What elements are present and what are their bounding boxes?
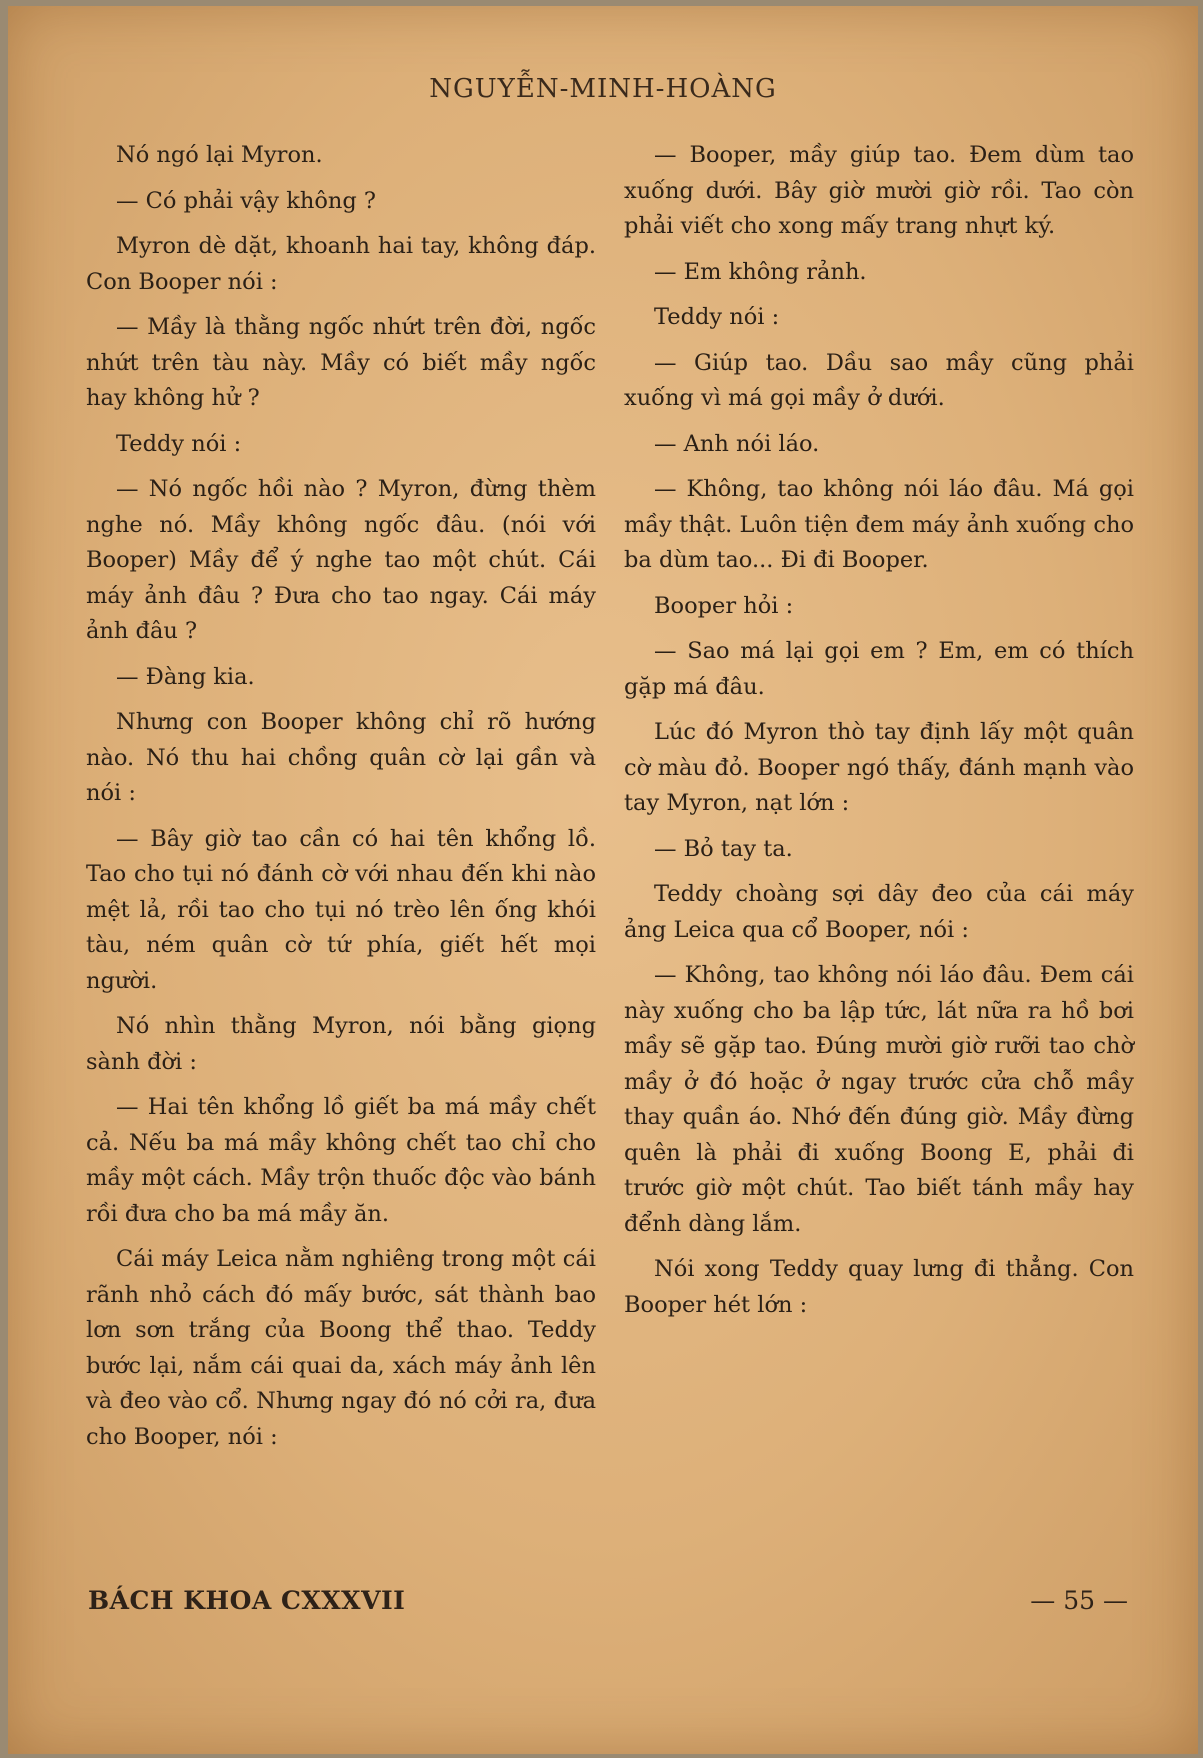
paragraph: Booper hỏi : xyxy=(654,592,794,619)
paragraph: — Không, tao không nói láo đâu. Đem cái này xuống cho ba lập tức, lát nữa ra hồ bơi mầy sẽ gặp tao. Đúng mười giờ rưỡi tao chờ mầy ở đó hoặc ở ngay trước cửa chỗ mầy thay quần áo. Nhớ đến đúng giờ. Mầy đừng quên là phải đi xuống Boong E, phải đi trước giờ một chút. Tao biết tánh mầy hay đểnh dàng lắm. xyxy=(624,962,1134,1237)
paragraph: — Mầy là thằng ngốc nhứt trên đời, ngốc nhứt trên tàu này. Mầy có biết mầy ngốc hay không hử ? xyxy=(86,314,596,411)
paragraph: Nó nhìn thằng Myron, nói bằng giọng sành đời : xyxy=(86,1013,596,1075)
paragraph: — Booper, mầy giúp tao. Đem dùm tao xuống dưới. Bây giờ mười giờ rồi. Tao còn phải viết cho xong mấy trang nhựt ký. xyxy=(624,142,1134,239)
paragraph: — Em không rảnh. xyxy=(654,258,867,285)
paragraph: Teddy nói : xyxy=(116,430,242,457)
paragraph: Nhưng con Booper không chỉ rõ hướng nào. Nó thu hai chồng quân cờ lại gần và nói : xyxy=(86,709,596,806)
paragraph: — Nó ngốc hồi nào ? Myron, đừng thèm nghe nó. Mầy không ngốc đâu. (nói với Booper) Mầy để ý nghe tao một chút. Cái máy ảnh đâu ? Đưa cho tao ngay. Cái máy ảnh đâu ? xyxy=(86,476,596,644)
paragraph: — Bây giờ tao cần có hai tên khổng lồ. Tao cho tụi nó đánh cờ với nhau đến khi nào mệt lả, rồi tao cho tụi nó trèo lên ống khói tàu, ném quân cờ tứ phía, giết hết mọi người. xyxy=(86,825,596,994)
paragraph: Myron dè dặt, khoanh hai tay, không đáp. Con Booper nói : xyxy=(86,233,596,295)
paragraph: Lúc đó Myron thò tay định lấy một quân cờ màu đỏ. Booper ngó thấy, đánh mạnh vào tay Myron, nạt lớn : xyxy=(624,719,1134,816)
paragraph: — Anh nói láo. xyxy=(654,430,820,457)
paragraph: Nó ngó lại Myron. xyxy=(116,142,323,168)
journal-footer: BÁCH KHOA CXXXVII xyxy=(88,1586,406,1615)
book-page xyxy=(8,6,1198,1754)
paragraph: — Hai tên khổng lồ giết ba má mầy chết cả. Nếu ba má mầy không chết tao chỉ cho mầy một cách. Mầy trộn thuốc độc vào bánh rồi đưa cho ba má mầy ăn. xyxy=(86,1094,596,1227)
paragraph: Teddy nói : xyxy=(654,304,780,330)
page-number: — 55 — xyxy=(1030,1586,1128,1615)
paragraph: — Không, tao không nói láo đâu. Má gọi mầy thật. Luôn tiện đem máy ảnh xuống cho ba dùm tao... Đi đi Booper. xyxy=(624,476,1134,573)
right-text-column xyxy=(624,138,1134,1333)
paragraph: Teddy choàng sợi dây đeo của cái máy ảng Leica qua cổ Booper, nói : xyxy=(624,881,1134,943)
paragraph: Nói xong Teddy quay lưng đi thẳng. Con Booper hét lớn : xyxy=(624,1256,1134,1318)
paragraph: — Sao má lại gọi em ? Em, em có thích gặp má đâu. xyxy=(624,638,1134,700)
left-text-column xyxy=(86,138,596,1465)
paragraph: — Có phải vậy không ? xyxy=(116,187,376,214)
paragraph: — Bỏ tay ta. xyxy=(654,835,793,862)
paragraph: Cái máy Leica nằm nghiêng trong một cái rãnh nhỏ cách đó mấy bước, sát thành bao lơn sơn trắng của Boong thể thao. Teddy bước lại, nắm cái quai da, xách máy ảnh lên và đeo vào cổ. Nhưng ngay đó nó cởi ra, đưa cho Booper, nói : xyxy=(86,1246,596,1450)
running-header-author: NGUYỄN-MINH-HOÀNG xyxy=(429,74,777,104)
paragraph: — Đàng kia. xyxy=(116,663,255,690)
paragraph: — Giúp tao. Dầu sao mầy cũng phải xuống vì má gọi mầy ở dưới. xyxy=(624,349,1134,411)
